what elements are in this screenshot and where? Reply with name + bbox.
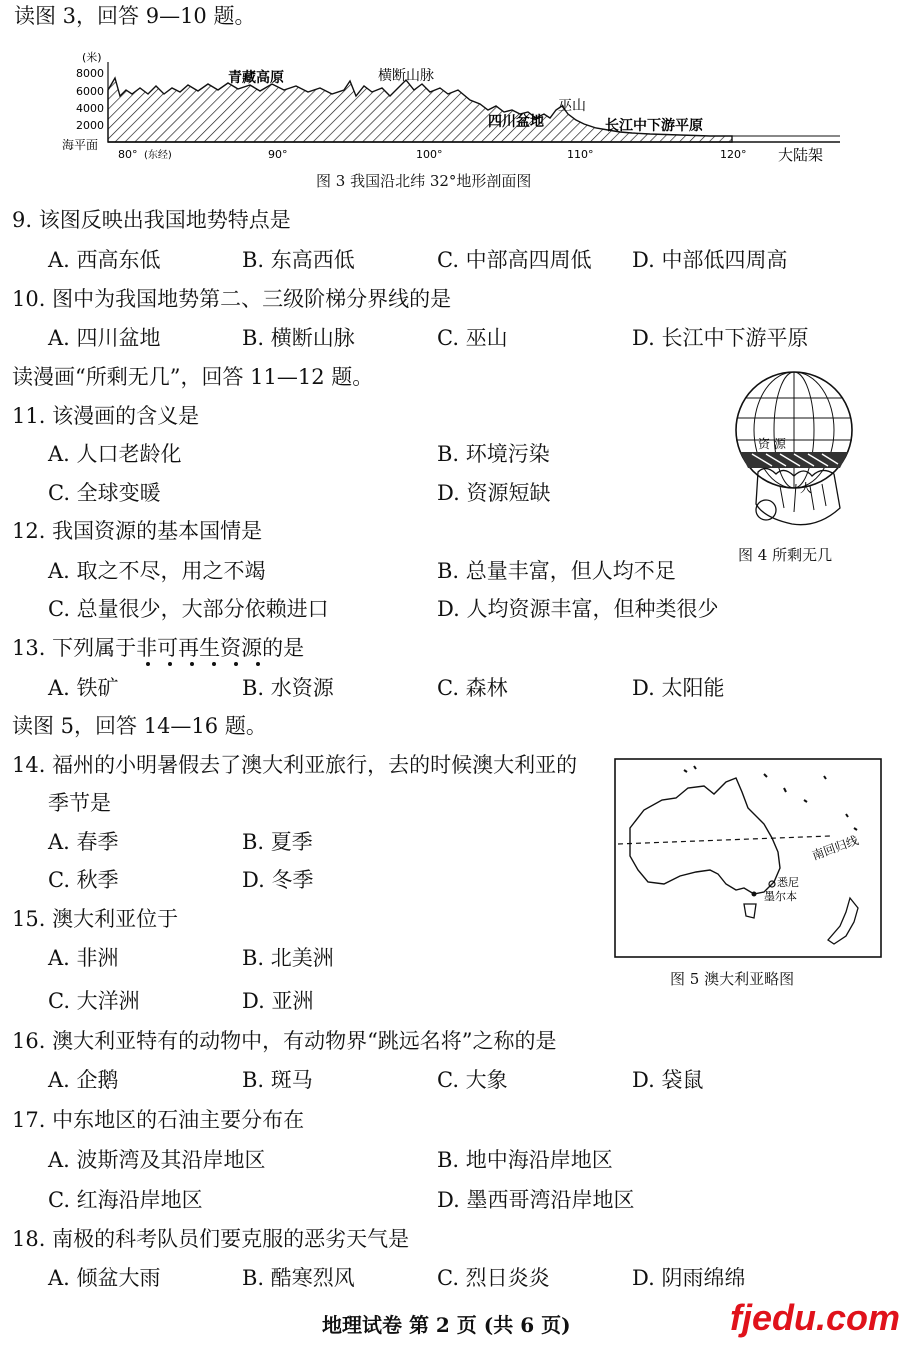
person-head bbox=[756, 500, 776, 520]
question-15-option-b[interactable]: B. 北美洲 bbox=[242, 946, 334, 970]
question-18-option-b[interactable]: B. 酷寒烈风 bbox=[242, 1266, 355, 1290]
emphasis-dots bbox=[146, 662, 266, 668]
label-ren: 人 bbox=[800, 481, 813, 495]
question-15-option-a[interactable]: A. 非洲 bbox=[48, 946, 119, 970]
question-12-stem: 12. 我国资源的基本国情是 bbox=[12, 519, 263, 543]
question-12-option-d[interactable]: D. 人均资源丰富，但种类很少 bbox=[437, 597, 719, 621]
figure-4-caption: 图 4 所剩无几 bbox=[738, 546, 833, 564]
question-13-option-c[interactable]: C. 森林 bbox=[437, 676, 508, 700]
question-14-option-a[interactable]: A. 春季 bbox=[48, 830, 119, 854]
page-footer: 地理试卷 第 2 页 (共 6 页) bbox=[322, 1313, 571, 1337]
question-18-option-c[interactable]: C. 烈日炎炎 bbox=[437, 1266, 550, 1290]
label-hengduan: 横断山脉 bbox=[378, 68, 434, 84]
question-13-stem: 13. 下列属于非可再生资源的是 bbox=[12, 636, 305, 660]
question-9-option-b[interactable]: B. 东高西低 bbox=[242, 248, 355, 272]
lon-120: 120° bbox=[720, 148, 747, 161]
question-17-option-c[interactable]: C. 红海沿岸地区 bbox=[48, 1188, 203, 1212]
question-16-option-c[interactable]: C. 大象 bbox=[437, 1068, 508, 1092]
question-12-option-a[interactable]: A. 取之不尽，用之不竭 bbox=[48, 559, 266, 583]
figure-3-terrain-profile bbox=[60, 48, 850, 166]
label-yangtze-plain: 长江中下游平原 bbox=[605, 118, 703, 134]
question-9-option-a[interactable]: A. 西高东低 bbox=[48, 248, 161, 272]
lon-90: 90° bbox=[268, 148, 288, 161]
question-14-option-d[interactable]: D. 冬季 bbox=[242, 868, 314, 892]
question-17-option-b[interactable]: B. 地中海沿岸地区 bbox=[437, 1148, 613, 1172]
tasmania bbox=[744, 904, 756, 918]
lon-80: 80° bbox=[118, 148, 138, 161]
question-14-option-c[interactable]: C. 秋季 bbox=[48, 868, 119, 892]
question-14-option-b[interactable]: B. 夏季 bbox=[242, 830, 313, 854]
map-frame bbox=[615, 759, 881, 957]
question-11-option-d[interactable]: D. 资源短缺 bbox=[437, 481, 551, 505]
pacific-islands bbox=[684, 766, 857, 830]
question-16-option-d[interactable]: D. 袋鼠 bbox=[632, 1068, 704, 1092]
australia-mainland bbox=[630, 778, 780, 894]
melbourne-dot bbox=[752, 892, 757, 897]
question-10-stem: 10. 图中为我国地势第二、三级阶梯分界线的是 bbox=[12, 287, 452, 311]
question-16-option-a[interactable]: A. 企鹅 bbox=[48, 1068, 119, 1092]
question-16-stem: 16. 澳大利亚特有的动物中，有动物界“跳远名将”之称的是 bbox=[12, 1029, 557, 1053]
label-qinghai-tibet: 青藏高原 bbox=[228, 70, 284, 86]
figure-4-cartoon bbox=[722, 368, 872, 540]
question-15-option-d[interactable]: D. 亚洲 bbox=[242, 989, 314, 1013]
lon-100: 100° bbox=[416, 148, 443, 161]
question-13-option-b[interactable]: B. 水资源 bbox=[242, 676, 334, 700]
lon-east-label: (东经) bbox=[144, 150, 172, 161]
question-15-option-c[interactable]: C. 大洋洲 bbox=[48, 989, 140, 1013]
question-10-option-d[interactable]: D. 长江中下游平原 bbox=[632, 326, 809, 350]
question-14-stem: 14. 福州的小明暑假去了澳大利亚旅行，去的时候澳大利亚的 bbox=[12, 753, 578, 777]
label-continental-shelf: 大陆架 bbox=[778, 146, 824, 164]
label-tropic: 南回归线 bbox=[810, 833, 861, 863]
new-zealand bbox=[828, 898, 858, 944]
question-18-option-a[interactable]: A. 倾盆大雨 bbox=[48, 1266, 161, 1290]
question-10-option-a[interactable]: A. 四川盆地 bbox=[48, 326, 161, 350]
question-11-option-b[interactable]: B. 环境污染 bbox=[437, 442, 550, 466]
question-15-stem: 15. 澳大利亚位于 bbox=[12, 907, 179, 931]
figure-5-caption: 图 5 澳大利亚略图 bbox=[670, 970, 795, 988]
question-11-option-a[interactable]: A. 人口老龄化 bbox=[48, 442, 182, 466]
label-wushan: 巫山 bbox=[558, 98, 586, 114]
lon-110: 110° bbox=[567, 148, 594, 161]
label-melbourne: 墨尔本 bbox=[764, 890, 797, 903]
figure-5-australia-map bbox=[614, 758, 882, 958]
intro-figure-5: 读图 5，回答 14—16 题。 bbox=[12, 714, 267, 738]
watermark-logo: fjedu.com bbox=[730, 1297, 900, 1338]
intro-cartoon: 读漫画“所剩无几”，回答 11—12 题。 bbox=[12, 365, 374, 389]
question-14-stem-continued: 季节是 bbox=[48, 791, 111, 815]
question-12-option-c[interactable]: C. 总量很少，大部分依赖进口 bbox=[48, 597, 329, 621]
question-18-option-d[interactable]: D. 阴雨绵绵 bbox=[632, 1266, 746, 1290]
sea-level-label: 海平面 bbox=[62, 138, 99, 152]
question-13-option-d[interactable]: D. 太阳能 bbox=[632, 676, 725, 700]
question-17-option-d[interactable]: D. 墨西哥湾沿岸地区 bbox=[437, 1188, 635, 1212]
question-10-option-c[interactable]: C. 巫山 bbox=[437, 326, 508, 350]
question-12-option-b[interactable]: B. 总量丰富，但人均不足 bbox=[437, 559, 676, 583]
intro-figure-3: 读图 3，回答 9—10 题。 bbox=[14, 4, 256, 28]
question-9-option-d[interactable]: D. 中部低四周高 bbox=[632, 248, 788, 272]
question-17-stem: 17. 中东地区的石油主要分布在 bbox=[12, 1108, 305, 1132]
question-11-option-c[interactable]: C. 全球变暖 bbox=[48, 481, 161, 505]
y-tick-6000: 6000 bbox=[76, 85, 104, 98]
question-9-option-c[interactable]: C. 中部高四周低 bbox=[437, 248, 592, 272]
tropic-of-capricorn bbox=[618, 836, 830, 844]
y-tick-8000: 8000 bbox=[76, 67, 104, 80]
question-11-stem: 11. 该漫画的含义是 bbox=[12, 404, 200, 428]
label-sydney: 悉尼 bbox=[777, 876, 799, 889]
question-13-option-a[interactable]: A. 铁矿 bbox=[48, 676, 119, 700]
question-9-stem: 9. 该图反映出我国地势特点是 bbox=[12, 208, 291, 232]
question-17-option-a[interactable]: A. 波斯湾及其沿岸地区 bbox=[48, 1148, 266, 1172]
y-unit-label: (米) bbox=[82, 51, 102, 64]
question-16-option-b[interactable]: B. 斑马 bbox=[242, 1068, 313, 1092]
question-18-stem: 18. 南极的科考队员们要克服的恶劣天气是 bbox=[12, 1227, 410, 1251]
label-ziyuan: 资 源 bbox=[758, 437, 786, 451]
y-tick-4000: 4000 bbox=[76, 102, 104, 115]
question-10-option-b[interactable]: B. 横断山脉 bbox=[242, 326, 355, 350]
figure-3-caption: 图 3 我国沿北纬 32°地形剖面图 bbox=[316, 172, 532, 190]
y-tick-2000: 2000 bbox=[76, 119, 104, 132]
label-sichuan: 四川盆地 bbox=[488, 114, 544, 130]
